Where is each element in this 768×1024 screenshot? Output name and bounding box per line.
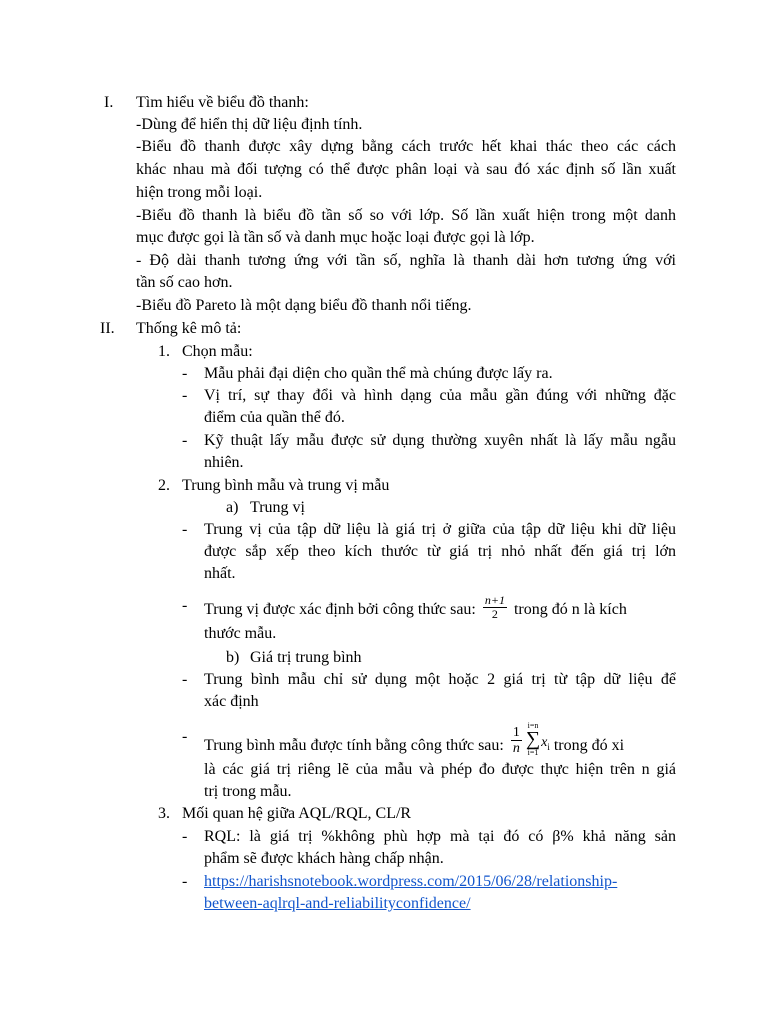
item-1-bullet-text: điểm của quần thể đó. [204, 409, 345, 426]
bullet-dash: - [182, 365, 188, 382]
section-2-marker: II. [100, 320, 115, 337]
sum-variable [541, 735, 550, 750]
section-1-line: mục được gọi là tần số và danh mục hoặc loại được gọi là lớp. [136, 229, 535, 246]
sigma-icon: ∑ [525, 728, 541, 750]
section-1-line: -Biểu đồ Pareto là một dạng biểu đồ thanh nổi tiếng. [136, 297, 472, 314]
sub-a-marker: a) [226, 499, 239, 516]
summation-symbol [526, 721, 540, 757]
item-2-marker: 2. [158, 477, 170, 494]
bullet-dash: - [182, 671, 188, 688]
sum-variable-x: x [541, 734, 548, 750]
sub-a-bullet-text: được sắp xếp theo kích thước từ giá trị nhỏ nhất đến giá trị lớn [204, 543, 676, 560]
section-1-line: -Dùng để hiển thị dữ liệu định tính. [136, 116, 363, 133]
section-1-line: -Biểu đồ thanh được xây dựng bằng cách trước hết khai thác theo các cách [136, 138, 676, 155]
sub-a-heading: Trung vị [250, 499, 305, 516]
section-1-line: -Biểu đồ thanh là biểu đồ tần số so với lớp. Số lần xuất hiện trong một danh [136, 207, 676, 224]
mean-fraction-numerator: 1 [512, 724, 520, 740]
reference-link-continued[interactable]: between-aqlrql-and-reliabilityconfidence/ [204, 895, 471, 912]
reference-link[interactable]: https://harishsnotebook.wordpress.com/2015/06/28/relationship- [204, 873, 618, 890]
sub-b-bullet-text: Trung bình mẫu chỉ sử dụng một hoặc 2 giá trị từ tập dữ liệu để [204, 671, 676, 688]
sub-b-heading: Giá trị trung bình [250, 649, 362, 666]
mean-text-line2: là các giá trị riêng lẽ của mẫu và phép đo được thực hiện trên n giá [204, 761, 676, 778]
bullet-dash: - [182, 387, 188, 404]
mean-text-before: Trung bình mẫu được tính bằng công thức sau: [204, 736, 504, 754]
mean-text-line3: trị trong mẫu. [204, 783, 292, 800]
bullet-dash: - [182, 597, 188, 614]
section-1-line: - Độ dài thanh tương ứng với tần số, nghĩa là thanh dài hơn tương ứng với [136, 252, 676, 269]
section-1-line: tần số cao hơn. [136, 274, 233, 291]
item-3-bullet-text: phẩm sẽ được khách hàng chấp nhận. [204, 850, 444, 867]
item-3-bullet-text: RQL: là giá trị %không phù hợp mà tại đó có β% khả năng sản [204, 828, 676, 845]
section-1-line: khác nhau mà đối tượng có thể được phân loại và sau đó xác định số lần xuất [136, 161, 676, 178]
section-1-marker: I. [104, 94, 114, 111]
mean-text-after: trong đó xi [553, 736, 625, 754]
sum-upper-limit: i=n [527, 721, 539, 730]
item-1-bullet-text: Vị trí, sự thay đổi và hình dạng của mẫu gần đúng với những đặc [204, 387, 676, 404]
item-3-marker: 3. [158, 805, 170, 822]
section-2-heading: Thống kê mô tả: [136, 320, 242, 337]
item-1-bullet-text: nhiên. [204, 454, 244, 471]
item-1-heading: Chọn mẫu: [182, 343, 253, 360]
bullet-dash: - [182, 828, 188, 845]
median-fraction-denominator: 2 [491, 607, 498, 621]
item-1-bullet-text: Kỹ thuật lấy mẫu được sử dụng thường xuyên nhất là lấy mẫu ngẫu [204, 432, 676, 449]
bullet-dash: - [182, 873, 188, 890]
item-2-heading: Trung bình mẫu và trung vị mẫu [182, 477, 390, 494]
median-text-before: Trung vị được xác định bởi công thức sau: [204, 601, 476, 619]
sub-a-bullet-text: nhất. [204, 565, 236, 582]
median-fraction [483, 594, 507, 621]
section-1-heading: Tìm hiểu về biểu đồ thanh: [136, 94, 309, 111]
bullet-dash: - [182, 728, 188, 745]
sub-b-marker: b) [226, 649, 240, 666]
section-1-line: hiện trong mỗi loại. [136, 184, 263, 201]
sub-a-bullet-text: Trung vị của tập dữ liệu là giá trị ở giữa của tập dữ liệu khi dữ liệu [204, 521, 676, 538]
median-formula-line [204, 593, 627, 624]
item-1-bullet-text: Mẫu phải đại diện cho quần thể mà chúng được lấy ra. [204, 365, 553, 382]
item-1-marker: 1. [158, 343, 170, 360]
sum-variable-subscript: i [547, 741, 550, 752]
mean-fraction-denominator: n [512, 740, 520, 756]
median-fraction-numerator: n+1 [484, 593, 505, 607]
median-text-after: trong đó n là kích [513, 601, 627, 619]
median-text-line2: thước mẫu. [204, 625, 277, 642]
sub-b-bullet-text: xác định [204, 693, 259, 710]
item-3-heading: Mối quan hệ giữa AQL/RQL, CL/R [182, 805, 412, 822]
bullet-dash: - [182, 521, 188, 538]
sum-lower-limit: i=1 [527, 748, 539, 757]
mean-formula-line [204, 716, 625, 757]
bullet-dash: - [182, 432, 188, 449]
mean-fraction [511, 725, 522, 756]
